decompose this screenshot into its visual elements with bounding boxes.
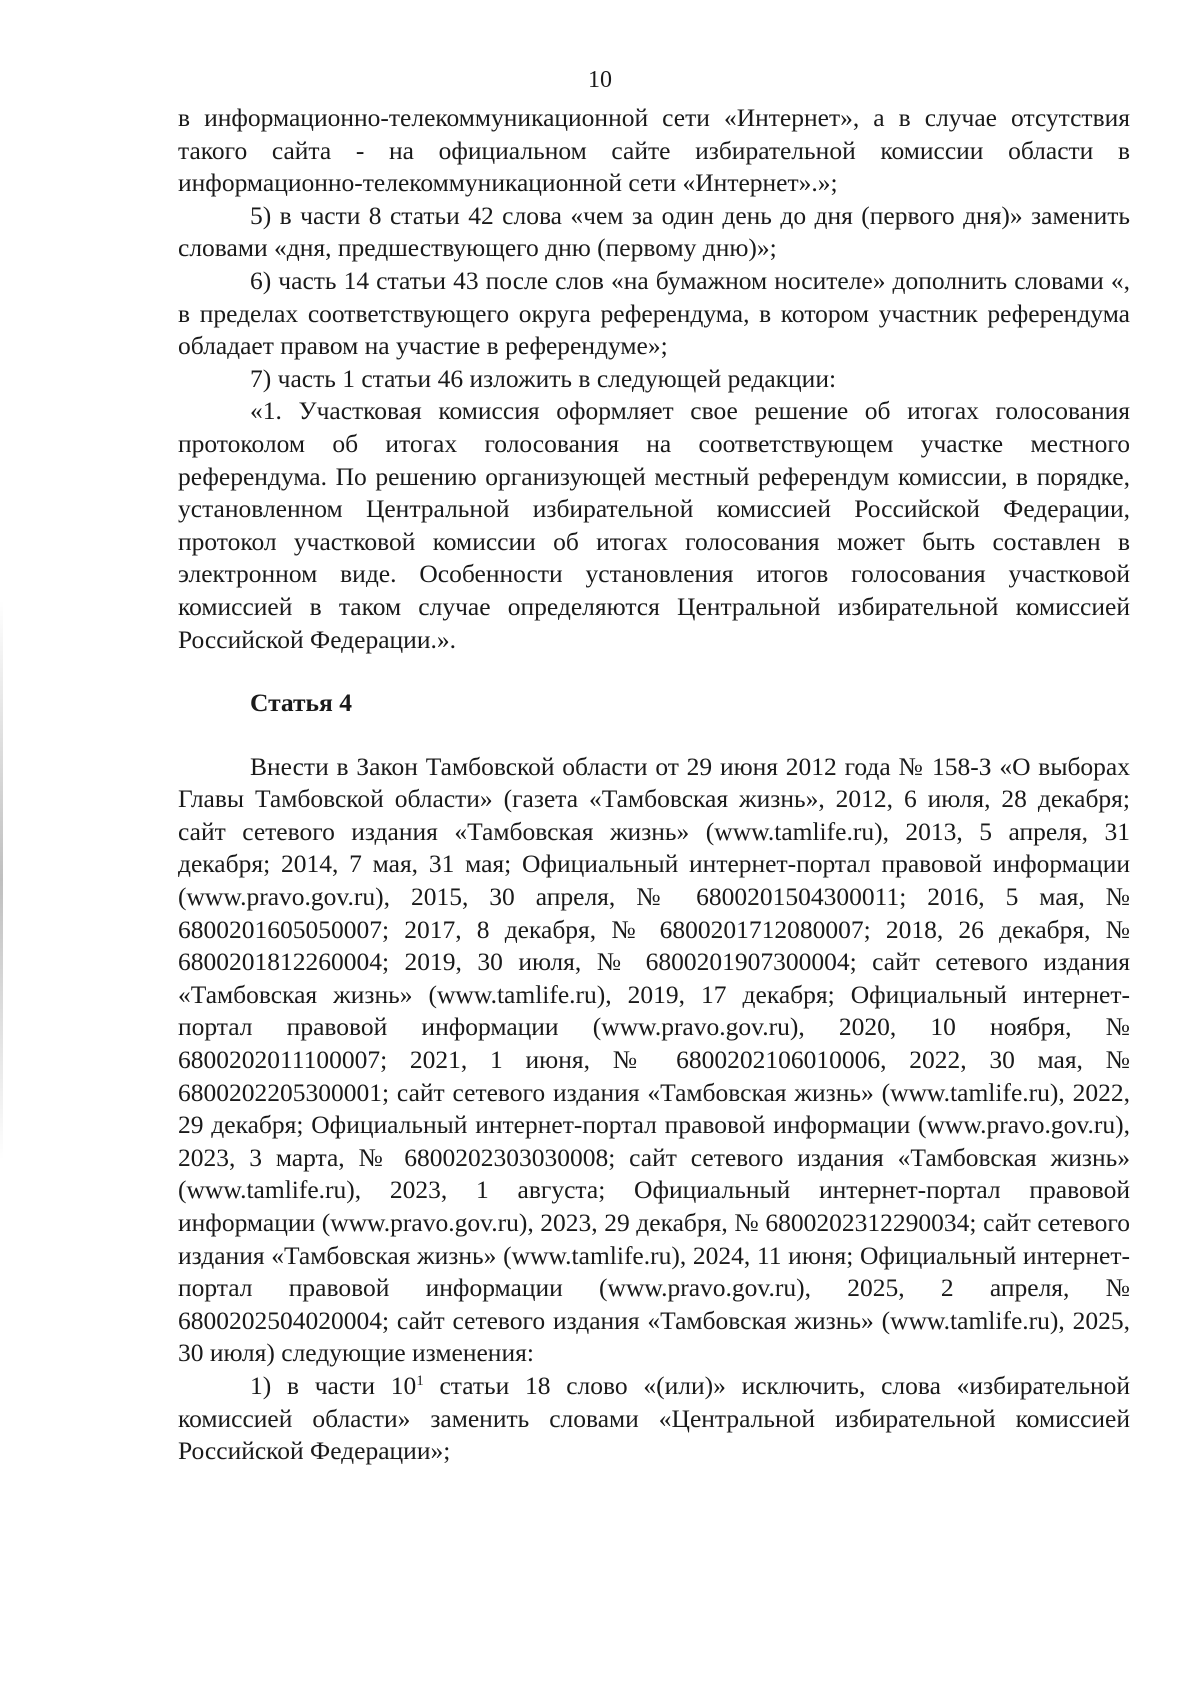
- paragraph-item-6: 6) часть 14 статьи 43 после слов «на бумажном носителе» дополнить словами «, в пределах соответствующего округа референдума, в котором участник референдума обладает правом на участие в референдуме»;: [178, 265, 1130, 361]
- article-intro-paragraph: Внести в Закон Тамбовской области от 29 июня 2012 года № 158-З «О выборах Главы Тамбовской области» (газета «Тамбовская жизнь», 2012, 6 июля, 28 декабря; сайт сетевого издания «Тамбовская жизнь» (www.tamlife.ru), 2013, 5 апреля, 31 декабря; 2014, 7 мая, 31 мая; Официальный интернет-портал правовой информации (www.pravo.gov.ru), 2015, 30 апреля, № 6800201504300011; 2016, 5 мая, № 6800201605050007; 2017, 8 декабря, № 6800201712080007; 2018, 26 декабря, № 6800201812260004; 2019, 30 июля, № 6800201907300004; сайт сетевого издания «Тамбовская жизнь» (www.tamlife.ru), 2019, 17 декабря; Официальный интернет-портал правовой информации (www.pravo.gov.ru), 2020, 10 ноября, № 6800202011100007; 2021, 1 июня, № 6800202106010006, 2022, 30 мая, № 6800202205300001; сайт сетевого издания «Тамбовская жизнь» (www.tamlife.ru), 2022, 29 декабря; Официальный интернет-портал правовой информации (www.pravo.gov.ru), 2023, 3 марта, № 6800202303030008; сайт сетевого издания «Тамбовская жизнь» (www.tamlife.ru), 2023, 1 августа; Официальный интернет-портал правовой информации (www.pravo.gov.ru), 2023, 29 декабря, № 6800202312290034; сайт сетевого издания «Тамбовская жизнь» (www.tamlife.ru), 2024, 11 июня; Официальный интернет-портал правовой информации (www.pravo.gov.ru), 2025, 2 апреля, № 6800202504020004; сайт сетевого издания «Тамбовская жизнь» (www.tamlife.ru), 2025, 30 июля) следующие изменения:: [178, 751, 1130, 1368]
- item-1-suffix: статьи 18 слово «(или)» исключить, слова «избирательной комиссией области» заменить словами «Центральной избирательной комиссией Российской Федерации»;: [178, 1370, 1130, 1466]
- article-heading: Статья 4: [250, 688, 352, 718]
- spacer: [178, 720, 1130, 751]
- item-1-superscript: 1: [416, 1372, 424, 1389]
- article-item-1: [178, 1370, 1130, 1468]
- scan-edge-shadow: [0, 600, 3, 1160]
- paragraph-quoted-part-1: «1. Участковая комиссия оформляет свое решение об итогах голосования протоколом об итогах голосования на соответствующем участке местного референдума. По решению организующей местный референдум комиссии, в порядке, установленном Центральной избирательной комиссией Российской Федерации, протокол участковой комиссии об итогах голосования может быть составлен в электронном виде. Особенности установления итогов голосования участковой комиссией в таком случае определяются Центральной избирательной комиссией Российской Федерации.».: [178, 396, 1130, 654]
- paragraph-continuation: в информационно-телекоммуникационной сети «Интернет», а в случае отсутствия такого сайта - на официальном сайте избирательной комиссии области в информационно-телекоммуникационной сети «Интернет».»;: [178, 103, 1130, 198]
- paragraph-item-7: 7) часть 1 статьи 46 изложить в следующей редакции:: [250, 363, 837, 393]
- paragraph-item-5: 5) в части 8 статьи 42 слова «чем за один день до дня (первого дня)» заменить словами «дня, предшествующего дню (первому дню)»;: [178, 200, 1130, 263]
- spacer: [178, 656, 1130, 687]
- document-body: [178, 102, 1130, 1468]
- item-1-prefix: 1) в части 10: [250, 1370, 417, 1400]
- page-number: 10: [588, 67, 612, 93]
